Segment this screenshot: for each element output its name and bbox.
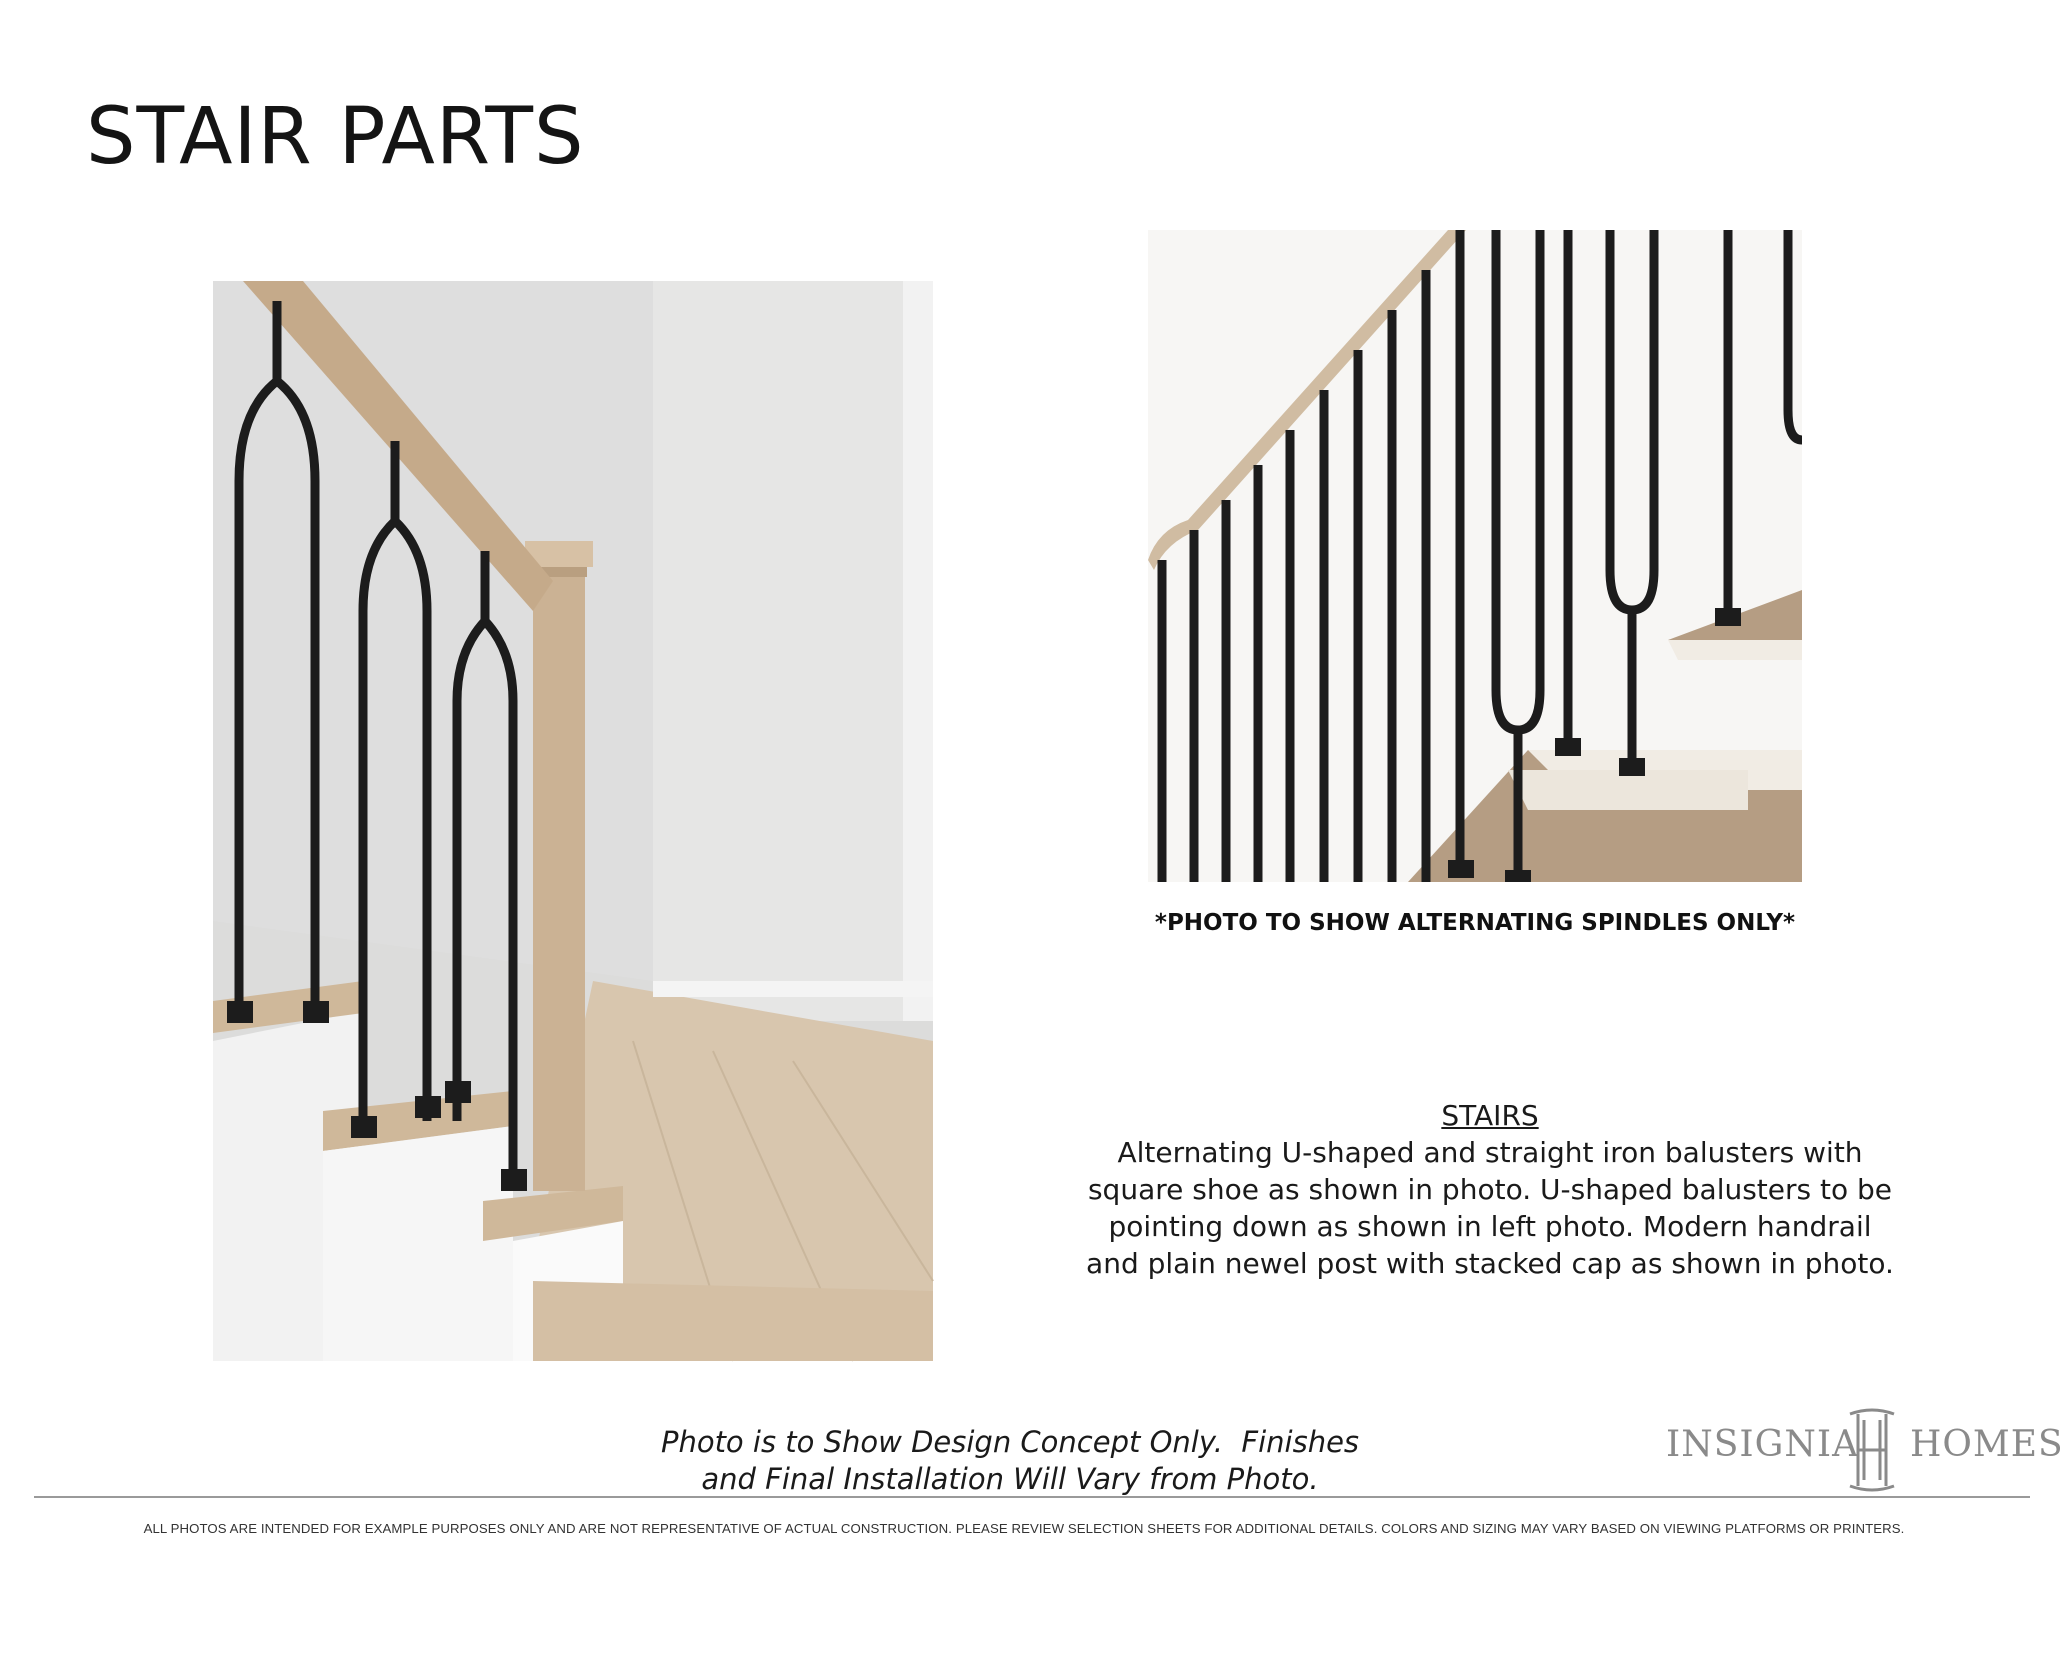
footer-disclaimer: ALL PHOTOS ARE INTENDED FOR EXAMPLE PURPOSES ONLY AND ARE NOT REPRESENTATIVE OF ACTUAL CONSTRUCTION. PLEASE REVIEW SELECTION SHEETS FOR ADDITIONAL DETAILS. COLORS AND SIZING MAY VARY BASED ON VIEWING PLATFORMS OR PRINTERS.: [143, 1521, 1905, 1536]
note-line-1: Photo is to Show Design Concept Only. Finishes: [660, 1425, 1360, 1459]
stairs-heading: STAIRS: [1441, 1099, 1539, 1132]
description-line-4: and plain newel post with stacked cap as shown in photo.: [1086, 1247, 1894, 1280]
left-stair-photo: [213, 281, 933, 1361]
stairs-description: [1040, 1097, 1940, 1282]
right-spindle-photo-graphic: [1148, 230, 1802, 882]
logo-monogram-icon: [1838, 1408, 1906, 1492]
description-line-3: pointing down as shown in left photo. Modern handrail: [1108, 1210, 1872, 1243]
insignia-homes-logo: [1666, 1408, 2064, 1492]
description-line-2: square shoe as shown in photo. U-shaped balusters to be: [1087, 1173, 1893, 1206]
page-title: STAIR PARTS: [86, 92, 585, 182]
logo-word-left: INSIGNIA: [1666, 1424, 1860, 1465]
description-line-1: Alternating U-shaped and straight iron balusters with: [1117, 1136, 1863, 1169]
design-concept-note: [620, 1424, 1400, 1498]
note-line-2: and Final Installation Will Vary from Photo.: [701, 1462, 1319, 1496]
left-stair-photo-graphic: [213, 281, 933, 1361]
photo-caption: *PHOTO TO SHOW ALTERNATING SPINDLES ONLY*: [1154, 910, 1796, 936]
logo-word-right: HOMES: [1910, 1424, 2064, 1465]
footer-divider: [34, 1496, 2030, 1498]
right-spindle-photo: [1148, 230, 1802, 882]
